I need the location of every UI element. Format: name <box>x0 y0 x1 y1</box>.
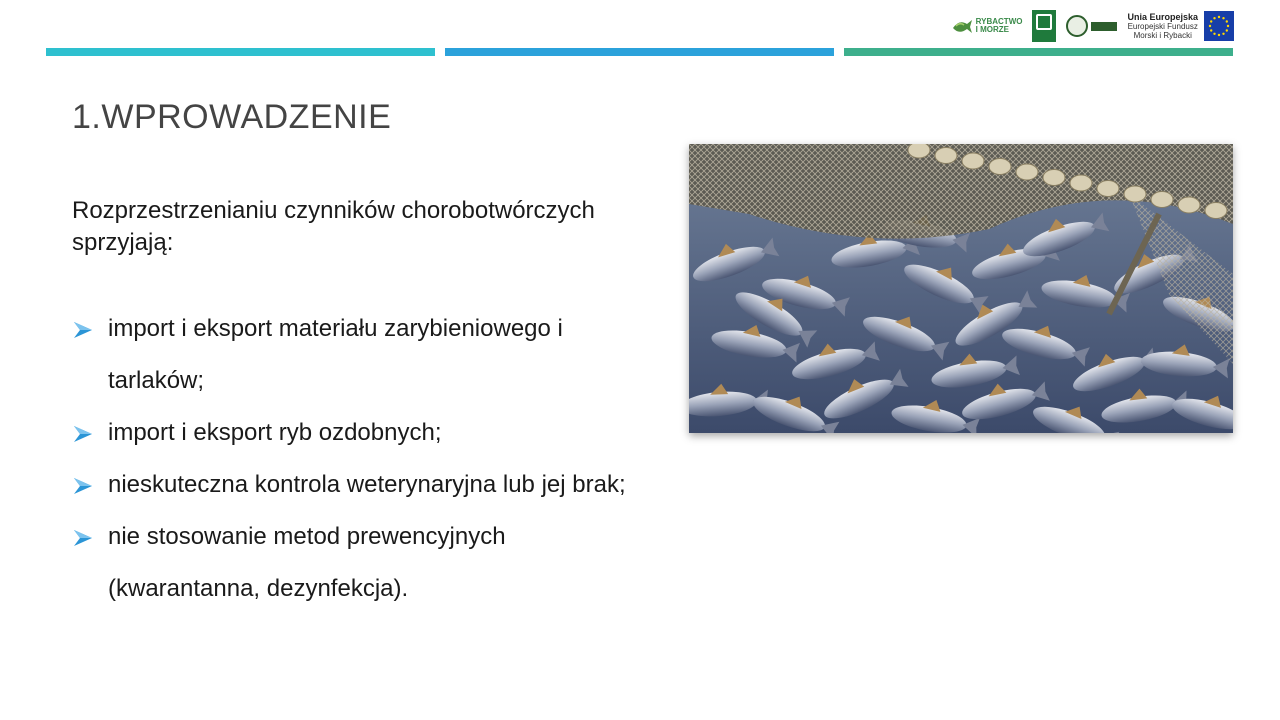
arrow-bullet-icon <box>72 477 94 495</box>
eu-flag-icon <box>1204 11 1234 41</box>
fish-net-photo <box>689 144 1233 433</box>
bullet-text: nieskuteczna kontrola weterynaryjna lub jej brak; <box>108 471 626 498</box>
bullet-item <box>72 511 712 615</box>
bullet-text: nie stosowanie metod prewencyjnych <box>108 523 506 550</box>
slide-title: 1.WPROWADZENIE <box>72 98 392 136</box>
intro-line-2: sprzyjają: <box>72 229 174 256</box>
bullet-list <box>72 303 712 615</box>
rybactwo-logo-line2: I MORZE <box>975 25 1009 34</box>
rybactwo-logo <box>951 16 1023 36</box>
bullet-item <box>72 407 712 459</box>
bullet-item <box>72 303 712 407</box>
fish-icon <box>951 16 973 36</box>
eu-logo-title: Unia Europejska <box>1127 11 1198 22</box>
bullet-text-continued: tarlaków; <box>108 367 205 394</box>
bullet-text-continued: (kwarantanna, dezynfekcja). <box>108 575 409 602</box>
arrow-bullet-icon <box>72 321 94 339</box>
partner-logos <box>951 8 1234 44</box>
intro-line-1: Rozprzestrzenianiu czynników chorobotwórczych <box>72 197 595 224</box>
prow-logo <box>1066 15 1117 37</box>
bullet-text: import i eksport ryb ozdobnych; <box>108 419 442 446</box>
accent-bar-green <box>844 48 1233 56</box>
arimr-logo <box>1032 10 1056 42</box>
bullet-item <box>72 459 712 511</box>
fish-net-illustration <box>689 144 1233 433</box>
rybactwo-logo-line1: RYBACTWO <box>975 17 1023 26</box>
eu-logo-subtitle-1: Europejski Fundusz <box>1127 21 1198 31</box>
seal-icon <box>1066 15 1088 37</box>
intro-text <box>72 195 682 259</box>
bullet-text: import i eksport materiału zarybieniowego i <box>108 315 563 342</box>
arrow-bullet-icon <box>72 425 94 443</box>
accent-bar-blue <box>445 48 834 56</box>
eu-logo <box>1127 11 1234 41</box>
accent-bar-teal <box>46 48 435 56</box>
arrow-bullet-icon <box>72 529 94 547</box>
eu-logo-subtitle-2: Morski i Rybacki <box>1133 30 1192 40</box>
